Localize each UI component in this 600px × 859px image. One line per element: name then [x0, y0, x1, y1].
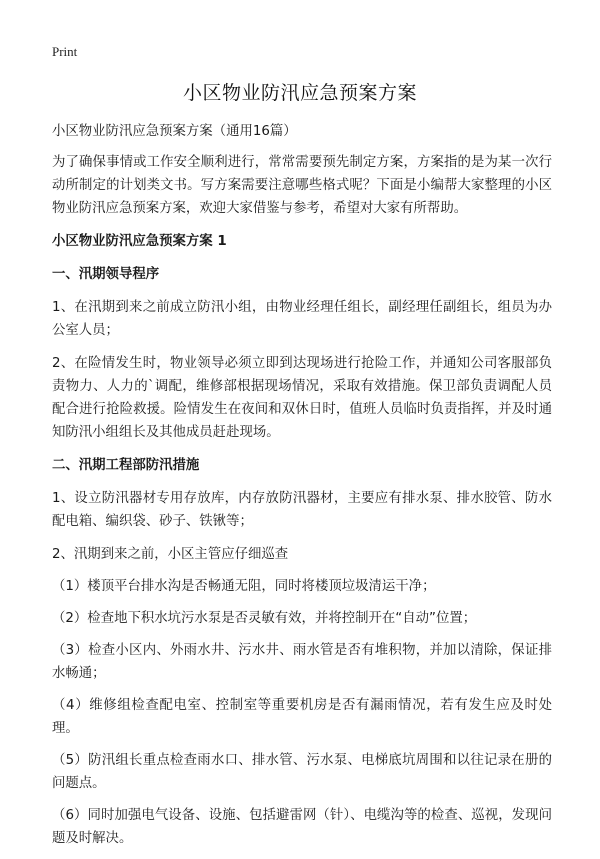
- paragraph-part2-sub-4: （4）维修组检查配电室、控制室等重要机房是否有漏雨情况，若有发生应及时处理。: [52, 698, 552, 736]
- document-body: [52, 120, 552, 859]
- paragraph-part2-sub-6: （6）同时加强电气设备、设施、包括避雷网（针）、电缆沟等的检查、巡视，发现问题及时解决。: [52, 808, 552, 846]
- paragraph-part2-item-2: 2、汛期到来之前，小区主管应仔细巡查: [52, 547, 289, 562]
- paragraph-part2-sub-5: （5）防汛组长重点检查雨水口、排水管、污水泵、电梯底坑周围和以往记录在册的问题点。: [52, 753, 552, 791]
- section-heading: 小区物业防汛应急预案方案 1: [52, 234, 227, 249]
- paragraph-part1-item-1: 1、在汛期到来之前成立防汛小组，由物业经理任组长，副经理任副组长，组员为办公室人员；: [52, 300, 552, 338]
- paragraph-part2-sub-2: （2）检查地下积水坑污水泵是否灵敏有效，并将控制开在“自动”位置；: [52, 611, 477, 626]
- part-heading-1: 一、汛期领导程序: [52, 267, 160, 282]
- paragraph-part2-sub-3: （3）检查小区内、外雨水井、污水井、雨水管是否有堆积物，并加以清除，保证排水畅通；: [52, 643, 552, 681]
- part-heading-2: 二、汛期工程部防汛措施: [52, 458, 200, 473]
- intro-paragraph: 为了确保事情或工作安全顺利进行，常常需要预先制定方案，方案指的是为某一次行动所制定的计划类文书。写方案需要注意哪些格式呢？下面是小编帮大家整理的小区物业防汛应急预案方案，欢迎大家借鉴与参考，希望对大家有所帮助。: [52, 155, 552, 216]
- paragraph-part2-sub-1: （1）楼顶平台排水沟是否畅通无阻，同时将楼顶垃圾清运干净；: [52, 579, 436, 594]
- print-label[interactable]: Print: [52, 44, 78, 59]
- paragraph-part2-item-1: 1、设立防汛器材专用存放库，内存放防汛器材，主要应有排水泵、排水胶管、防水配电箱、编织袋、砂子、铁锹等；: [52, 491, 552, 529]
- paragraph-part1-item-2: 2、在险情发生时，物业领导必须立即到达现场进行抢险工作，并通知公司客服部负责物力、人力的`调配，维修部根据现场情况，采取有效措施。保卫部负责调配人员配合进行抢险救援。险情发生在夜间和双休日时，值班人员临时负责指挥，并及时通知防汛小组组长及其他成员赶赴现场。: [52, 356, 552, 440]
- document-title: 小区物业防汛应急预案方案: [182, 82, 417, 104]
- document-subtitle: 小区物业防汛应急预案方案（通用16篇）: [52, 124, 297, 139]
